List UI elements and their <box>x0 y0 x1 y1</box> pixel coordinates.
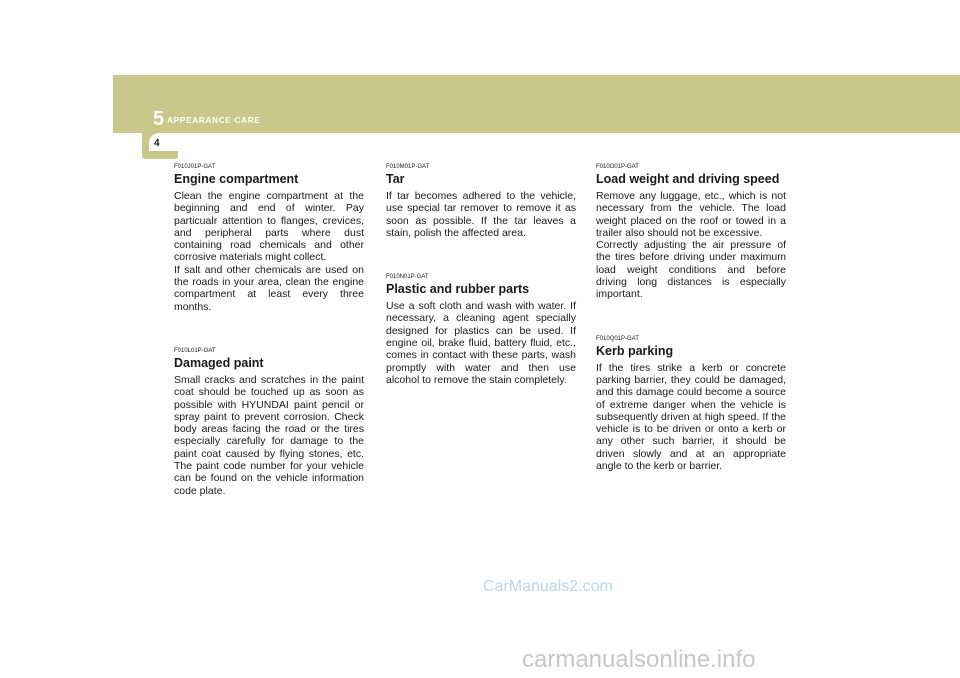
header-curve <box>149 133 960 151</box>
paragraph: Clean the engine compartment at the beginning and end of winter. Pay particualr attention to flanges, crevices, and peripheral parts where dust containing road chemicals and other corrosive materials might collect. <box>174 190 364 264</box>
section-tar <box>386 163 576 239</box>
section-heading: Tar <box>386 172 405 186</box>
paragraph: Correctly adjusting the air pressure of the tires before driving under maximum load weight conditions and before driving long distances is especially important. <box>596 239 786 301</box>
section-engine-compartment <box>174 163 364 313</box>
section-body <box>596 190 786 301</box>
section-body <box>386 190 576 239</box>
section-body <box>386 300 576 386</box>
section-code: F010J01P-GAT <box>174 164 216 170</box>
section-body <box>174 374 364 497</box>
section-kerb-parking <box>596 335 786 473</box>
footer-watermark: carmanualsonline.info <box>522 646 756 673</box>
section-code: F010O01P-GAT <box>596 164 639 170</box>
column-middle <box>386 163 576 386</box>
section-body <box>174 190 364 313</box>
section-heading: Engine compartment <box>174 172 299 186</box>
section-code: F010M01P-GAT <box>386 164 430 170</box>
column-left <box>174 163 364 497</box>
watermark-link[interactable]: CarManuals2.com <box>483 578 613 595</box>
section-damaged-paint <box>174 347 364 497</box>
section-heading: Kerb parking <box>596 343 674 358</box>
paragraph: If tar becomes adhered to the vehicle, use special tar remover to remove it as soon as possible. If the tar leaves a stain, polish the affected area. <box>386 190 576 239</box>
section-plastic-rubber <box>386 273 576 386</box>
section-code: F010Q01P-GAT <box>596 335 639 342</box>
chapter-title: APPEARANCE CARE <box>167 115 261 125</box>
section-body <box>596 362 786 473</box>
paragraph: If the tires strike a kerb or concrete parking barrier, they could be damaged, and this damage could become a source of extreme danger when the vehicle is subsequently driven at high speed. If the vehicle is to be driven or onto a kerb or any other such barrier, it should be driven slowly and at an appropriate angle to the kerb or barrier. <box>596 361 786 473</box>
section-load-weight <box>596 163 786 301</box>
section-heading: Damaged paint <box>174 355 264 370</box>
chapter-number: 5 <box>153 108 165 130</box>
section-code: F010N01P-GAT <box>386 274 429 281</box>
section-heading: Load weight and driving speed <box>596 172 780 186</box>
page-number: 4 <box>154 138 160 149</box>
paragraph: Small cracks and scratches in the paint coat should be touched up as soon as possible with HYUNDAI paint pencil or spray paint to prevent corrosion. Check body areas facing the road or the tires especially carefully for damage to the paint coat caused by flying stones, etc. The paint code number for your vehicle can be found on the vehicle information code plate. <box>174 373 364 497</box>
section-heading: Plastic and rubber parts <box>386 282 530 297</box>
paragraph: Use a soft cloth and wash with water. If necessary, a cleaning agent specially designed for plastics can be used. If engine oil, brake fluid, battery fluid, etc., comes in contact with these parts, wash promptly with water and then use alcohol to remove the stain completely. <box>386 300 576 386</box>
paragraph: Remove any luggage, etc., which is not necessary from the vehicle. The load weight placed on the roof or towed in a trailer also should not be excessive. <box>596 190 786 239</box>
section-code: F010L01P-GAT <box>174 347 216 354</box>
column-right <box>596 163 786 472</box>
paragraph: If salt and other chemicals are used on the roads in your area, clean the engine compartment at least every three months. <box>174 263 364 313</box>
